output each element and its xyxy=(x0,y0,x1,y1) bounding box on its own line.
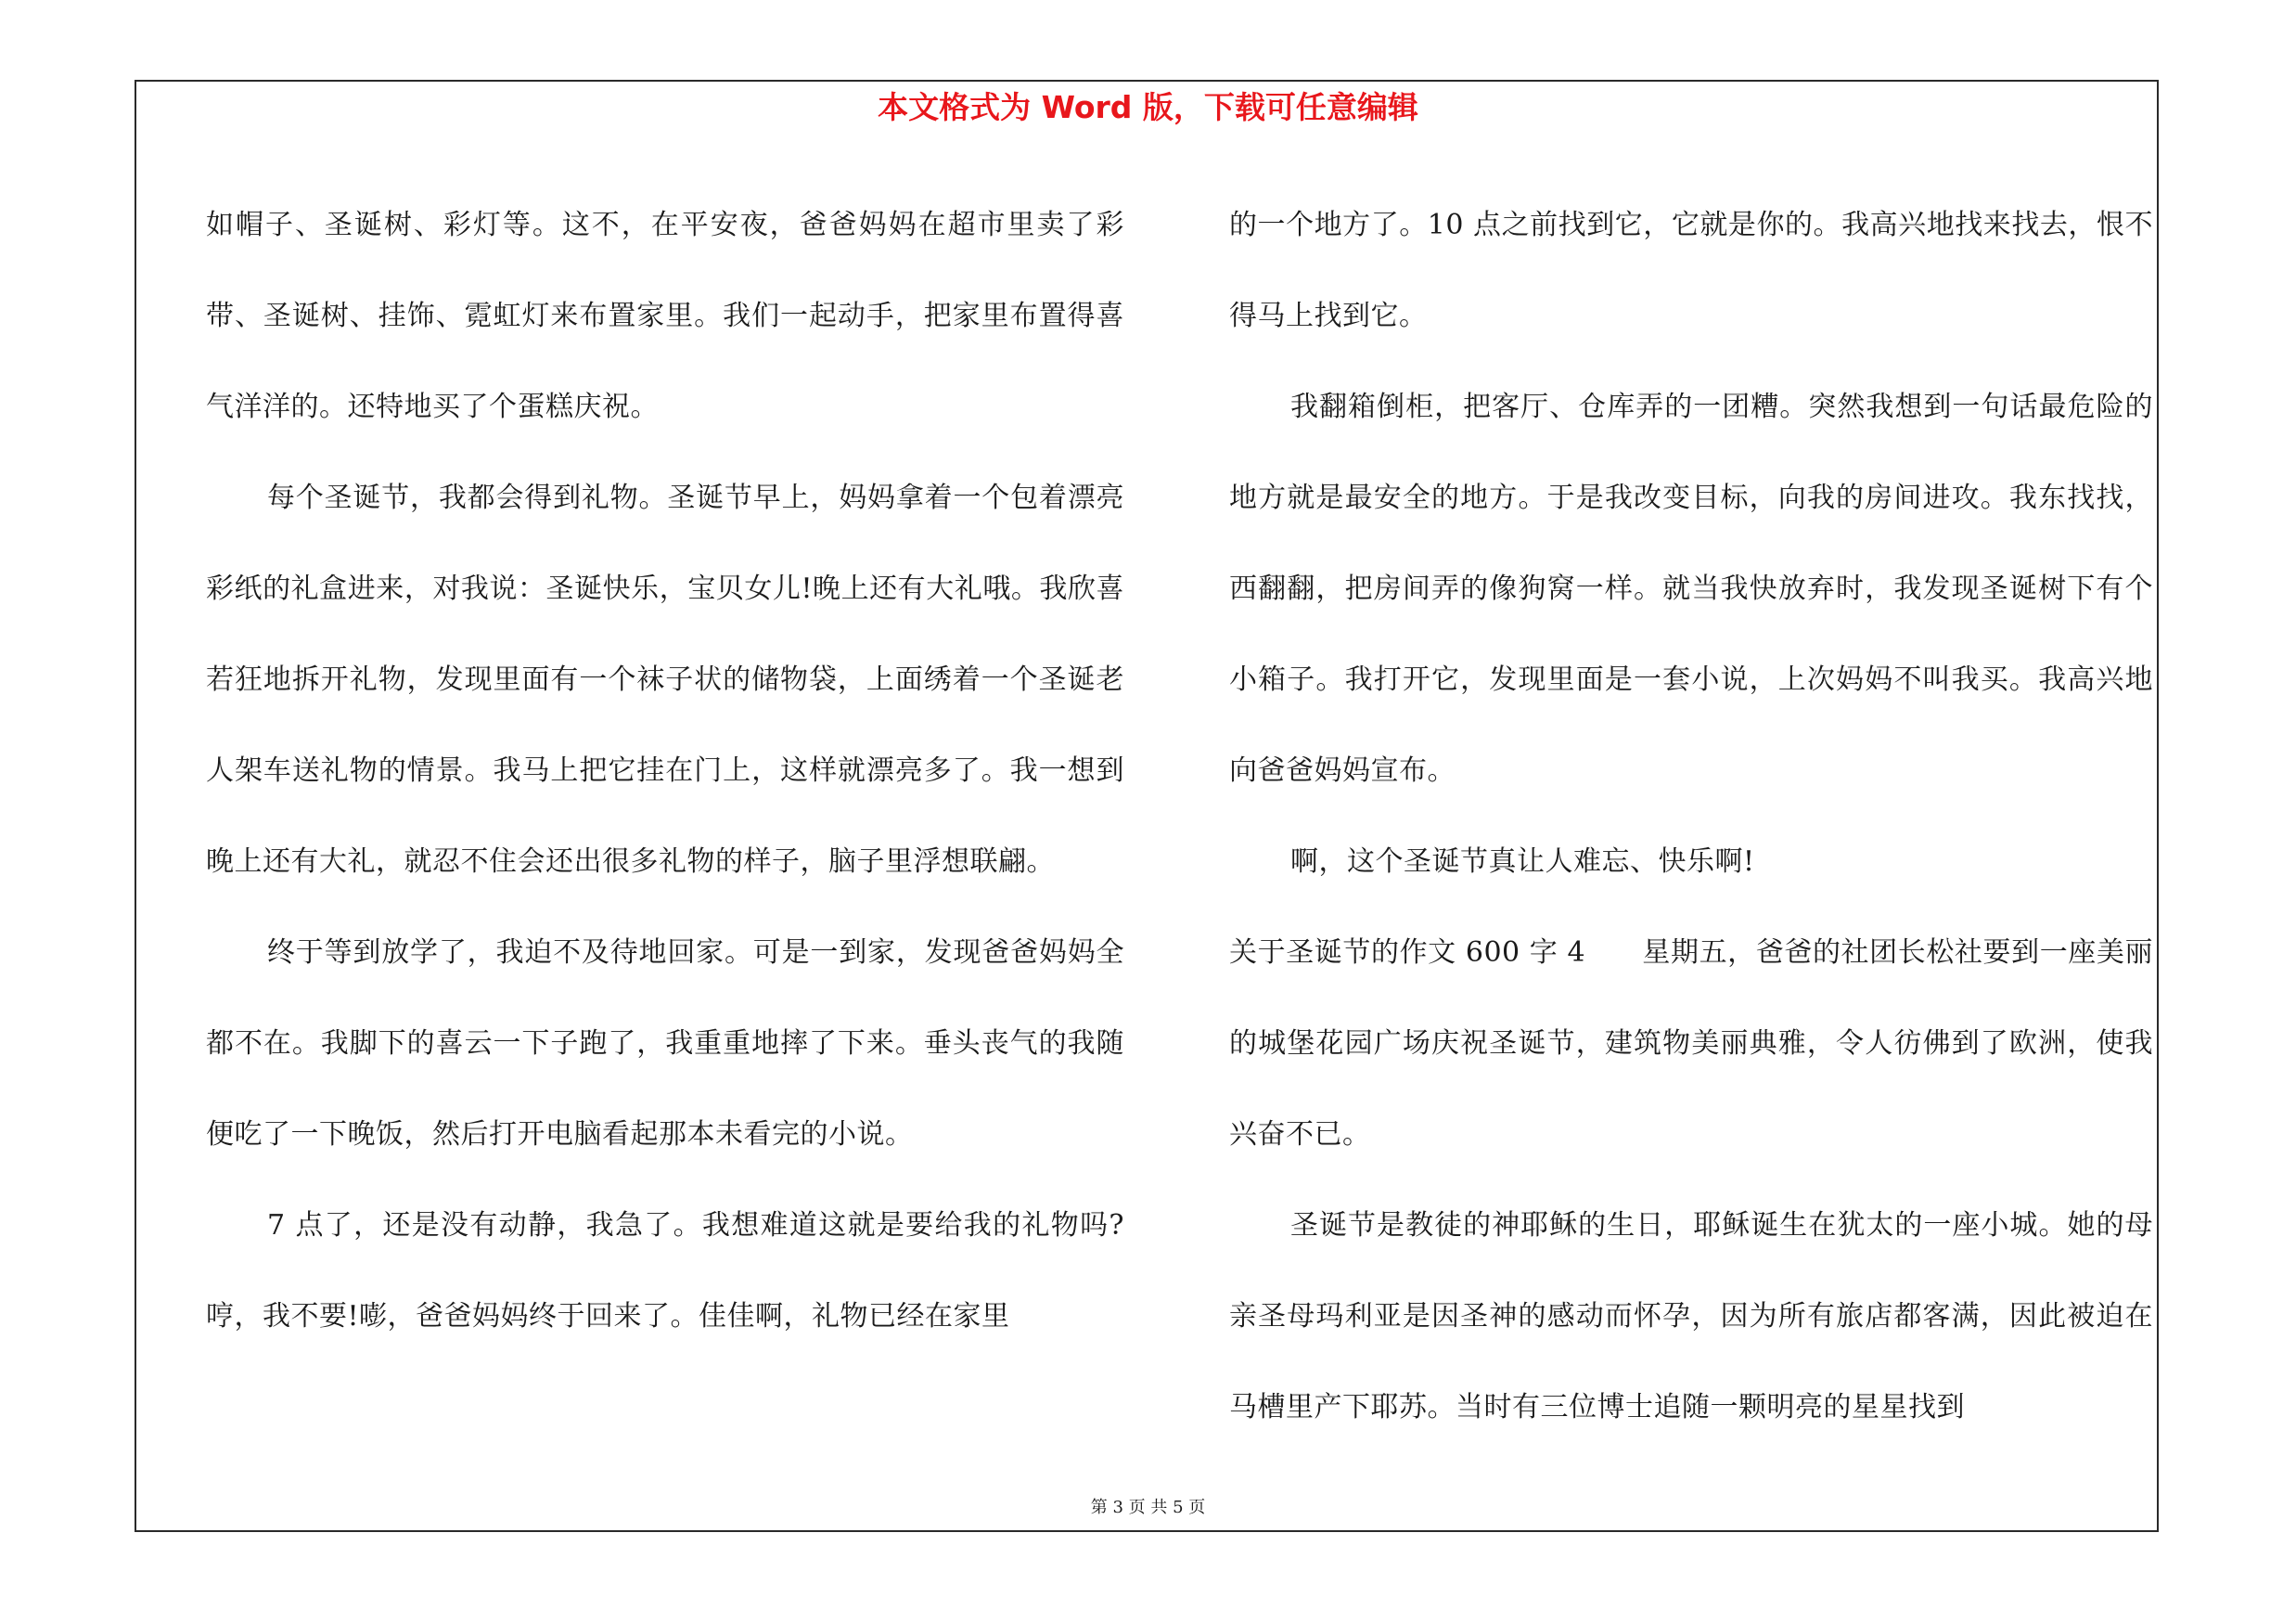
paragraph: 圣诞节是教徒的神耶稣的生日，耶稣诞生在犹太的一座小城。她的母亲圣母玛利亚是因圣神的感动而怀孕，因为所有旅店都客满，因此被迫在马槽里产下耶苏。当时有三位博士追随一颗明亮的星星找到 xyxy=(1229,1209,2153,1423)
paragraph: 我翻箱倒柜，把客厅、仓库弄的一团糟。突然我想到一句话最危险的地方就是最安全的地方。于是我改变目标，向我的房间进攻。我东找找，西翻翻，把房间弄的像狗窝一样。就当我快放弃时，我发现圣诞树下有个小箱子。我打开它，发现里面是一套小说，上次妈妈不叫我买。我高兴地向爸爸妈妈宣布。 xyxy=(1229,391,2153,787)
paragraph: 终于等到放学了，我迫不及待地回家。可是一到家，发现爸爸妈妈全都不在。我脚下的喜云一下子跑了，我重重地摔了下来。垂头丧气的我随便吃了一下晚饭，然后打开电脑看起那本未看完的小说。 xyxy=(206,936,1124,1151)
left-column xyxy=(206,180,1124,1362)
paragraph: 每个圣诞节，我都会得到礼物。圣诞节早上，妈妈拿着一个包着漂亮彩纸的礼盒进来，对我说：圣诞快乐，宝贝女儿!晚上还有大礼哦。我欣喜若狂地拆开礼物，发现里面有一个袜子状的储物袋，上面绣着一个圣诞老人架车送礼物的情景。我马上把它挂在门上，这样就漂亮多了。我一想到晚上还有大礼，就忍不住会还出很多礼物的样子，脑子里浮想联翩。 xyxy=(206,482,1124,878)
paragraph: 的一个地方了。10 点之前找到它，它就是你的。我高兴地找来找去，恨不得马上找到它。 xyxy=(1229,209,2153,332)
section-heading-paragraph: 关于圣诞节的作文 600 字 4 星期五，爸爸的社团长松社要到一座美丽的城堡花园广场庆祝圣诞节，建筑物美丽典雅，令人彷佛到了欧洲，使我兴奋不已。 xyxy=(1229,936,2153,1151)
header-banner: 本文格式为 Word 版，下载可任意编辑 xyxy=(878,89,1418,125)
paragraph: 啊，这个圣诞节真让人难忘、快乐啊! xyxy=(1290,845,1755,878)
page-number: 第 3 页 共 5 页 xyxy=(1090,1498,1206,1517)
right-column xyxy=(1229,180,2153,1453)
paragraph: 7 点了，还是没有动静，我急了。我想难道这就是要给我的礼物吗?哼，我不要!嘭，爸爸妈妈终于回来了。佳佳啊，礼物已经在家里 xyxy=(206,1209,1124,1333)
paragraph: 如帽子、圣诞树、彩灯等。这不，在平安夜，爸爸妈妈在超市里卖了彩带、圣诞树、挂饰、霓虹灯来布置家里。我们一起动手，把家里布置得喜气洋洋的。还特地买了个蛋糕庆祝。 xyxy=(206,209,1124,423)
